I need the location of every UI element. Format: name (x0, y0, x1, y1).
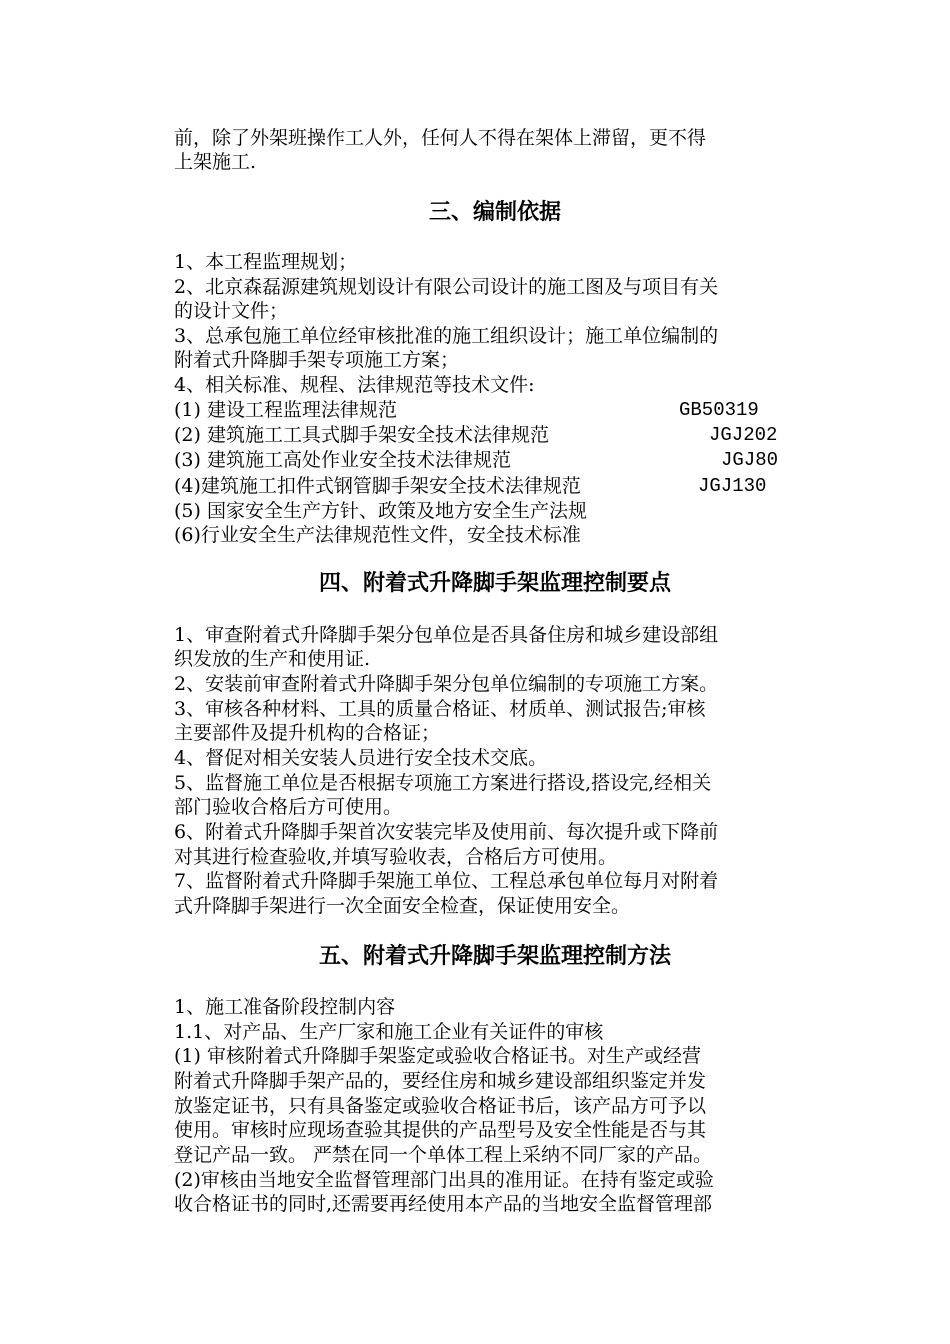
section4-heading: 四、附着式升降脚手架监理控制要点 (318, 571, 671, 596)
section4-line-11: 7、监督附着式升降脚手架施工单位、工程总承包单位每月对附着 (174, 870, 719, 892)
section5-line-8: (2)审核由当地安全监督管理部门出具的准用证。在持有鉴定或验 (174, 1169, 714, 1191)
standard-code: JGJ202 (709, 424, 778, 446)
standard-code: JGJ130 (698, 475, 767, 497)
section4-line-3: 2、安装前审查附着式升降脚手架分包单位编制的专项施工方案。 (174, 673, 719, 695)
section3-line-6: 4、相关标准、规程、法律规范等技术文件: (174, 374, 535, 396)
section5-heading: 五、附着式升降脚手架监理控制方法 (318, 944, 671, 969)
standard-title: (1) 建设工程监理法律规范 (174, 399, 397, 421)
section5-line-9: 收合格证书的同时,还需要再经使用本产品的当地安全监督管理部 (174, 1193, 713, 1215)
section4-line-2: 织发放的生产和使用证. (174, 648, 371, 670)
section4-line-9: 6、附着式升降脚手架首次安装完毕及使用前、每次提升或下降前 (174, 821, 719, 843)
intro-line-1: 前，除了外架班操作工人外，任何人不得在架体上滞留，更不得 (174, 127, 707, 149)
section4-line-8: 部门验收合格后方可使用。 (174, 796, 403, 818)
standard-code: JGJ80 (721, 449, 779, 471)
section3-line-3: 的设计文件； (174, 300, 289, 322)
section3-tail-line-2: (6)行业安全生产法律规范性文件，安全技术标准 (174, 524, 581, 546)
section4-line-4: 3、审核各种材料、工具的质量合格证、材质单、测试报告;审核 (174, 698, 706, 720)
section4-line-10: 对其进行检查验收,并填写验收表，合格后方可使用。 (174, 846, 618, 868)
section3-heading: 三、编制依据 (428, 200, 561, 225)
section4-line-7: 5、监督施工单位是否根据专项施工方案进行搭设,搭设完,经相关 (174, 772, 712, 794)
section5-line-2: 1.1、对产品、生产厂家和施工企业有关证件的审核 (174, 1021, 604, 1043)
section3-line-1: 1、本工程监理规划； (174, 251, 358, 273)
section5-line-7: 登记产品一致。 严禁在同一个单体工程上采纳不同厂家的产品。 (174, 1144, 713, 1166)
intro-line-2: 上架施工. (174, 151, 257, 173)
section3-tail-line-1: (5) 国家安全生产方针、政策及地方安全生产法规 (174, 500, 587, 522)
section5-line-6: 使用。审核时应现场查验其提供的产品型号及安全性能是否与其 (174, 1119, 707, 1141)
standard-row (174, 398, 794, 422)
section4-line-5: 主要部件及提升机构的合格证； (174, 722, 441, 744)
section3-line-2: 2、北京森磊源建筑规划设计有限公司设计的施工图及与项目有关 (174, 276, 719, 298)
section3-line-4: 3、总承包施工单位经审核批准的施工组织设计；施工单位编制的 (174, 325, 719, 347)
section5-line-4: 附着式升降脚手架产品的，要经住房和城乡建设部组织鉴定并发 (174, 1070, 707, 1092)
standard-title: (4)建筑施工扣件式钢管脚手架安全技术法律规范 (174, 475, 581, 497)
standard-row (174, 474, 794, 498)
section5-line-1: 1、施工准备阶段控制内容 (174, 996, 396, 1018)
standard-title: (2) 建筑施工工具式脚手架安全技术法律规范 (174, 424, 549, 446)
section3-line-5: 附着式升降脚手架专项施工方案； (174, 349, 460, 371)
standard-title: (3) 建筑施工高处作业安全技术法律规范 (174, 449, 511, 471)
section4-line-6: 4、督促对相关安装人员进行安全技术交底。 (174, 747, 548, 769)
standard-row (174, 448, 794, 472)
standard-code: GB50319 (679, 399, 759, 421)
section4-line-12: 式升降脚手架进行一次全面安全检查，保证使用安全。 (174, 895, 631, 917)
section5-line-3: (1) 审核附着式升降脚手架鉴定或验收合格证书。对生产或经营 (174, 1045, 701, 1067)
standard-row (174, 423, 794, 447)
section5-line-5: 放鉴定证书，只有具备鉴定或验收合格证书后，该产品方可予以 (174, 1095, 707, 1117)
section4-line-1: 1、审查附着式升降脚手架分包单位是否具备住房和城乡建设部组 (174, 624, 719, 646)
